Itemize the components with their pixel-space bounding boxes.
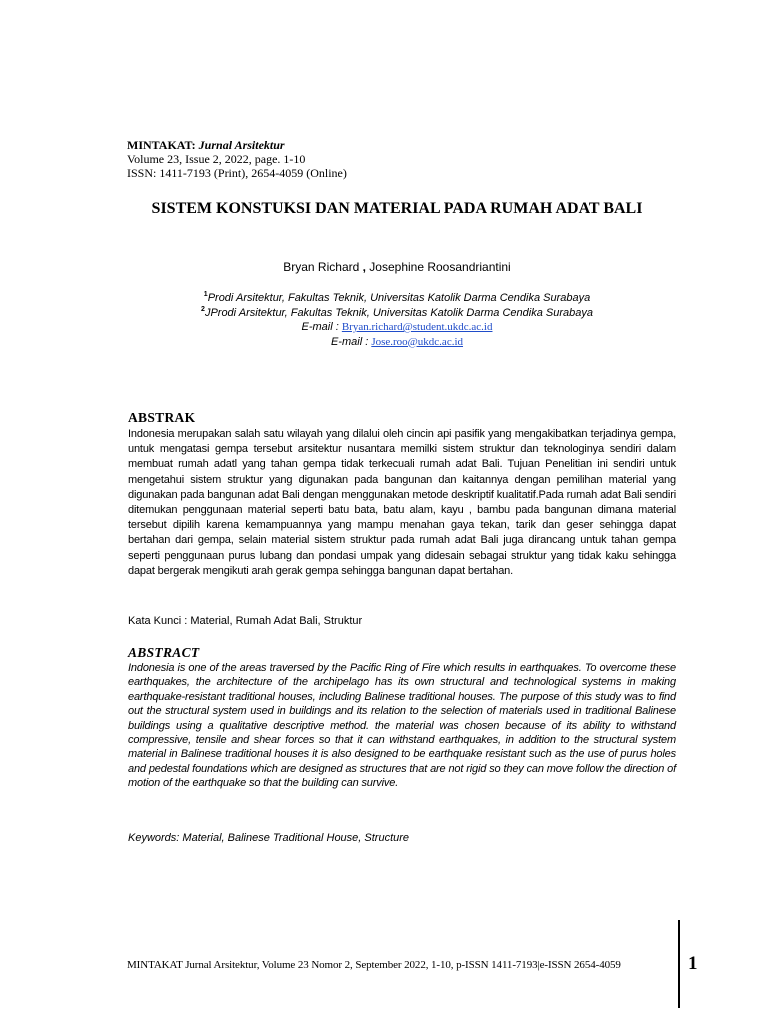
- affiliation-marker: 1: [203, 291, 208, 298]
- affiliation-text: Prodi Arsitektur, Fakultas Teknik, Universitas Katolik Darma Cendika Surabaya: [207, 292, 591, 304]
- paper-title: SISTEM KONSTUKSI DAN MATERIAL PADA RUMAH ADAT BALI: [151, 200, 643, 217]
- footer-citation: MINTAKAT Jurnal Arsitektur, Volume 23 Nomor 2, September 2022, 1-10, p-ISSN 1411-7193|e-ISSN 2654-4059: [127, 959, 621, 971]
- journal-name-rest: Jurnal Arsitektur: [195, 138, 285, 152]
- affiliation-line: [127, 306, 667, 321]
- abstrak-heading: ABSTRAK: [128, 410, 196, 425]
- journal-name: MINTAKAT:: [127, 138, 196, 152]
- email-label: E-mail :: [330, 335, 372, 348]
- abstract-heading: ABSTRACT: [128, 645, 200, 660]
- email-link[interactable]: Bryan.richard@student.ukdc.ac.id: [341, 321, 493, 333]
- abstrak-body: Indonesia merupakan salah satu wilayah yang dilalui oleh cincin api pasifik yang mengakibatkan terjadinya gempa, untuk mengatasi gempa tersebut arsitektur nusantara memilki sistem struktur dan teknologinya sendiri dalam membuat rumah adatl yang tahan gempa tidak terkecuali rumah adat Bali. Tujuan Penelitian ini sendiri untuk mengetahui sistem struktur yang digunakan pada bangunan dan kaitannya dengan pemilihan material yang digunakan pada bangunan adat Bali dengan menggunakan metode deskriptif kualitatif.Pada rumah adat Bali sendiri ditemukan penggunaan material seperti batu bata, batu alam, kayu , bambu pada bangunan dimana material tersebut dipilih karena kemampuannya yang mampu menahan gaya tekan, tarik dan geser sehingga dapat bertahan dari gempa, selain material sistem struktur pada rumah adat Bali juga dirancang untuk tahan gempa seperti penggunaan purus lubang dan pondasi umpak yang didesain sebagai struktur yang tidak kaku sehingga dapat bergerak mengikuti arah gerak gempa sehingga bangunan dapat bertahan.: [128, 428, 676, 577]
- footer-divider: [678, 920, 680, 1008]
- author-separator: ,: [359, 260, 370, 274]
- affiliations: [127, 291, 667, 349]
- journal-name-line: [127, 138, 547, 152]
- affiliation-line: [127, 291, 667, 306]
- abstrak-keywords: Kata Kunci : Material, Rumah Adat Bali, Struktur: [128, 615, 363, 627]
- journal-volume: Volume 23, Issue 2, 2022, page. 1-10: [127, 152, 306, 166]
- author-list: [127, 260, 667, 274]
- email-line: [127, 320, 667, 335]
- affiliation-marker: 2: [201, 305, 205, 313]
- journal-header: [127, 138, 547, 180]
- journal-issn: ISSN: 1411-7193 (Print), 2654-4059 (Online): [127, 166, 347, 180]
- abstract-keywords: Keywords: Material, Balinese Traditional House, Structure: [128, 832, 410, 844]
- author-name: Bryan Richard: [283, 260, 360, 274]
- author-name: Josephine Roosandriantini: [369, 260, 511, 274]
- email-label: E-mail :: [301, 321, 342, 333]
- affiliation-text: JProdi Arsitektur, Fakultas Teknik, Universitas Katolik Darma Cendika Surabaya: [204, 306, 593, 319]
- email-line: [127, 335, 667, 350]
- abstract-body: Indonesia is one of the areas traversed by the Pacific Ring of Fire which results in earthquakes. To overcome these earthquakes, the architecture of the archipelago has its own structural and technological systems in making earthquake-resistant traditional houses, including Balinese traditional houses. The purpose of this study was to find out the structural system used in buildings and its relation to the selection of materials used in traditional Balinese buildings using a qualitative descriptive method. the material was chosen because of its ability to withstand compressive, tensile and shear forces so that it can withstand earthquakes, in addition to the structural system material in Balinese traditional houses it is also designed to be earthquake resistant such as the use of purus holes and pedestal foundations which are designed as structures that are not rigid so they can move follow the direction of motion of the earthquake so that the building can survive.: [128, 662, 676, 790]
- email-link[interactable]: Jose.roo@ukdc.ac.id: [371, 335, 464, 348]
- page-number: 1: [688, 953, 698, 974]
